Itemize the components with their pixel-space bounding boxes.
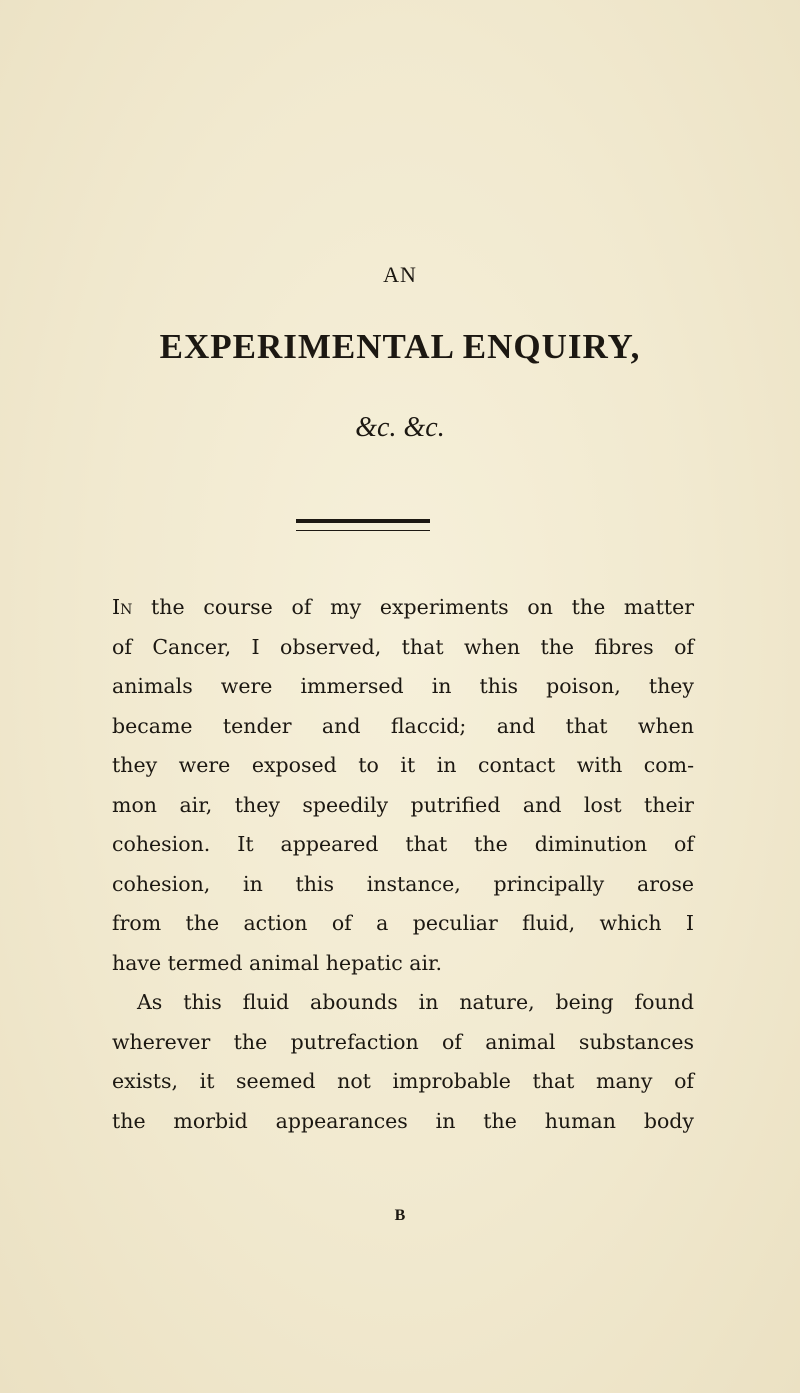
text-line-6: mon air, they speedily putrified and lost their: [112, 792, 694, 817]
text-line-1-rest: the course of my experiments on the matter: [132, 595, 694, 619]
heading-etc: &c. &c.: [355, 412, 445, 443]
text-line-9: from the action of a peculiar fluid, which I: [112, 911, 694, 935]
decorative-rule-thin: [296, 530, 430, 531]
text-line-14: the morbid appearances in the human body: [112, 1108, 694, 1133]
text-line-3: animals were immersed in this poison, they: [112, 674, 694, 698]
heading-an: AN: [383, 262, 417, 287]
text-line-11: As this fluid abounds in nature, being found: [137, 990, 694, 1014]
text-line-2: of Cancer, I observed, that when the fibres of: [112, 634, 694, 659]
text-line-10: have termed animal hepatic air.: [112, 950, 443, 975]
text-line-7: cohesion. It appeared that the diminution of: [112, 832, 694, 856]
text-line-12: wherever the putrefaction of animal substances: [112, 1029, 694, 1054]
dropcap-word: In: [112, 595, 133, 619]
text-line-4: became tender and flaccid; and that when: [112, 713, 694, 738]
body-paragraphs: [112, 588, 694, 1141]
text-line-1: [112, 588, 694, 628]
text-line-5: they were exposed to it in contact with com-: [112, 753, 694, 777]
page-title: EXPERIMENTAL ENQUIRY,: [159, 327, 641, 366]
text-line-8: cohesion, in this instance, principally arose: [112, 871, 694, 896]
text-line-13: exists, it seemed not improbable that many of: [112, 1069, 694, 1093]
signature-mark: B: [394, 1207, 406, 1224]
decorative-rule-thick: [296, 519, 430, 523]
